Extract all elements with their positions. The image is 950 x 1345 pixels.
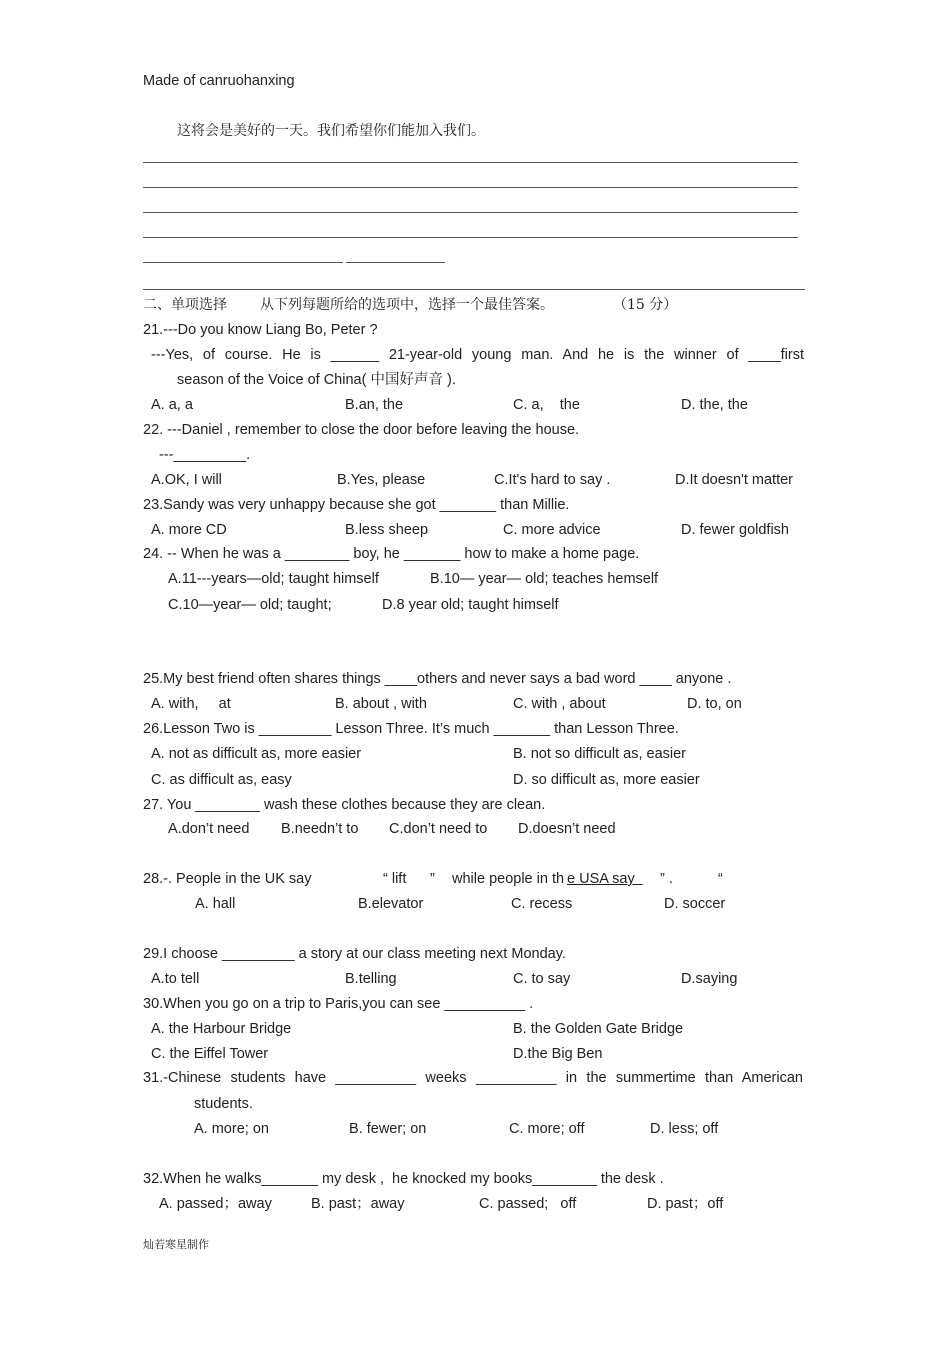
- q30-option-b: B. the Golden Gate Bridge: [513, 1021, 684, 1037]
- chinese-prompt: 这将会是美好的一天。我们希望你们能加入我们。: [177, 123, 485, 139]
- q28-option-a: A. hall: [195, 896, 236, 912]
- q31-option-a: A. more; on: [194, 1121, 269, 1137]
- q30-option-d: D.the Big Ben: [513, 1046, 603, 1062]
- q31-option-b: B. fewer; on: [349, 1121, 427, 1137]
- q26-option-a: A. not as difficult as, more easier: [151, 746, 362, 762]
- q29-option-b: B.telling: [345, 971, 397, 987]
- q32-stem: 32.When he walks_______ my desk , he knocked my books________ the desk .: [143, 1171, 664, 1187]
- q23-option-d: D. fewer goldfish: [681, 522, 789, 538]
- q25-option-c: C. with , about: [513, 696, 606, 712]
- q22-option-c: C.It's hard to say .: [494, 472, 611, 488]
- q26-option-c: C. as difficult as, easy: [151, 772, 292, 788]
- section-label: 二、单项选择: [143, 297, 227, 313]
- q24-option-d: D.8 year old; taught himself: [382, 597, 559, 613]
- section-instruction: 从下列每题所给的选项中，选择一个最佳答案。: [260, 297, 554, 313]
- q28-quote-close: ”: [430, 871, 435, 887]
- writing-line: [143, 212, 798, 213]
- writing-line: [143, 187, 798, 188]
- q28-option-d: D. soccer: [664, 896, 726, 912]
- q31-option-d: D. less; off: [650, 1121, 719, 1137]
- q23-option-a: A. more CD: [151, 522, 227, 538]
- q31-stem: 31.-Chinese students have __________ weeks __________ in the summertime than American: [143, 1070, 803, 1086]
- q32-option-b: B. past；away: [311, 1196, 405, 1212]
- q26-stem: 26.Lesson Two is _________ Lesson Three. It’s much _______ than Lesson Three.: [143, 721, 679, 737]
- q28-stem-c: ” .: [660, 871, 673, 887]
- q32-option-c: C. passed; off: [479, 1196, 577, 1212]
- writing-line: [143, 237, 798, 238]
- q31-line2: students.: [194, 1096, 253, 1112]
- q21-option-b: B.an, the: [345, 397, 404, 413]
- q25-stem: 25.My best friend often shares things ____others and never says a bad word ____ anyone .: [143, 671, 732, 687]
- q28-stem-b: while people in th: [452, 871, 565, 887]
- q21-option-a: A. a, a: [151, 397, 193, 413]
- writing-line: [346, 262, 445, 263]
- q22-option-b: B.Yes, please: [337, 472, 426, 488]
- section-score: （15 分）: [613, 297, 678, 313]
- q27-option-d: D.doesn’t need: [518, 821, 616, 837]
- q23-stem: 23.Sandy was very unhappy because she got _______ than Millie.: [143, 497, 570, 513]
- q25-option-a: A. with, at: [151, 696, 231, 712]
- q27-option-b: B.needn’t to: [281, 821, 359, 837]
- q28-stem-d: “: [718, 871, 723, 887]
- header-text: Made of canruohanxing: [143, 73, 295, 89]
- q22-option-a: A.OK, I will: [151, 472, 222, 488]
- footer-text: 灿若寒星制作: [143, 1238, 209, 1251]
- q32-option-a: A. passed；away: [159, 1196, 272, 1212]
- q24-option-b: B.10— year— old; teaches hemself: [430, 571, 659, 587]
- q22-stem: 22. ---Daniel , remember to close the door before leaving the house.: [143, 422, 580, 438]
- q21-option-c: C. a, the: [513, 397, 580, 413]
- q27-stem: 27. You ________ wash these clothes because they are clean.: [143, 797, 546, 813]
- q24-option-c: C.10—year— old; taught;: [168, 597, 332, 613]
- q29-option-a: A.to tell: [151, 971, 200, 987]
- q29-option-c: C. to say: [513, 971, 571, 987]
- q30-stem: 30.When you go on a trip to Paris,you can see __________ .: [143, 996, 534, 1012]
- q22-option-d: D.It doesn't matter: [675, 472, 794, 488]
- q28-option-b: B.elevator: [358, 896, 424, 912]
- q24-stem: 24. -- When he was a ________ boy, he _______ how to make a home page.: [143, 546, 640, 562]
- q21-line2: ---Yes, of course. He is ______ 21-year-old young man. And he is the winner of ____first: [151, 347, 804, 363]
- q24-option-a: A.11---years—old; taught himself: [168, 571, 379, 587]
- q22-line2: ---_________.: [159, 447, 251, 463]
- section-divider: [143, 289, 805, 290]
- q28-option-c: C. recess: [511, 896, 573, 912]
- q27-option-a: A.don’t need: [168, 821, 250, 837]
- q32-option-d: D. past；off: [647, 1196, 724, 1212]
- q27-option-c: C.don’t need to: [389, 821, 488, 837]
- writing-line: [143, 262, 343, 263]
- q21-option-d: D. the, the: [681, 397, 748, 413]
- q23-option-b: B.less sheep: [345, 522, 429, 538]
- q29-stem: 29.I choose _________ a story at our class meeting next Monday.: [143, 946, 566, 962]
- q28-quote-open: “ lift: [383, 871, 407, 887]
- writing-line: [143, 162, 798, 163]
- q25-option-b: B. about , with: [335, 696, 427, 712]
- q29-option-d: D.saying: [681, 971, 738, 987]
- q21-stem: 21.---Do you know Liang Bo, Peter ?: [143, 322, 378, 338]
- q23-option-c: C. more advice: [503, 522, 601, 538]
- q28-stem-underline: e USA say: [567, 871, 643, 887]
- q26-option-d: D. so difficult as, more easier: [513, 772, 700, 788]
- q26-option-b: B. not so difficult as, easier: [513, 746, 687, 762]
- q30-option-c: C. the Eiffel Tower: [151, 1046, 269, 1062]
- q21-line3: season of the Voice of China( 中国好声音 ).: [177, 372, 456, 388]
- q28-stem-a: 28.-. People in the UK say: [143, 871, 312, 887]
- q25-option-d: D. to, on: [687, 696, 742, 712]
- q31-option-c: C. more; off: [509, 1121, 585, 1137]
- q30-option-a: A. the Harbour Bridge: [151, 1021, 292, 1037]
